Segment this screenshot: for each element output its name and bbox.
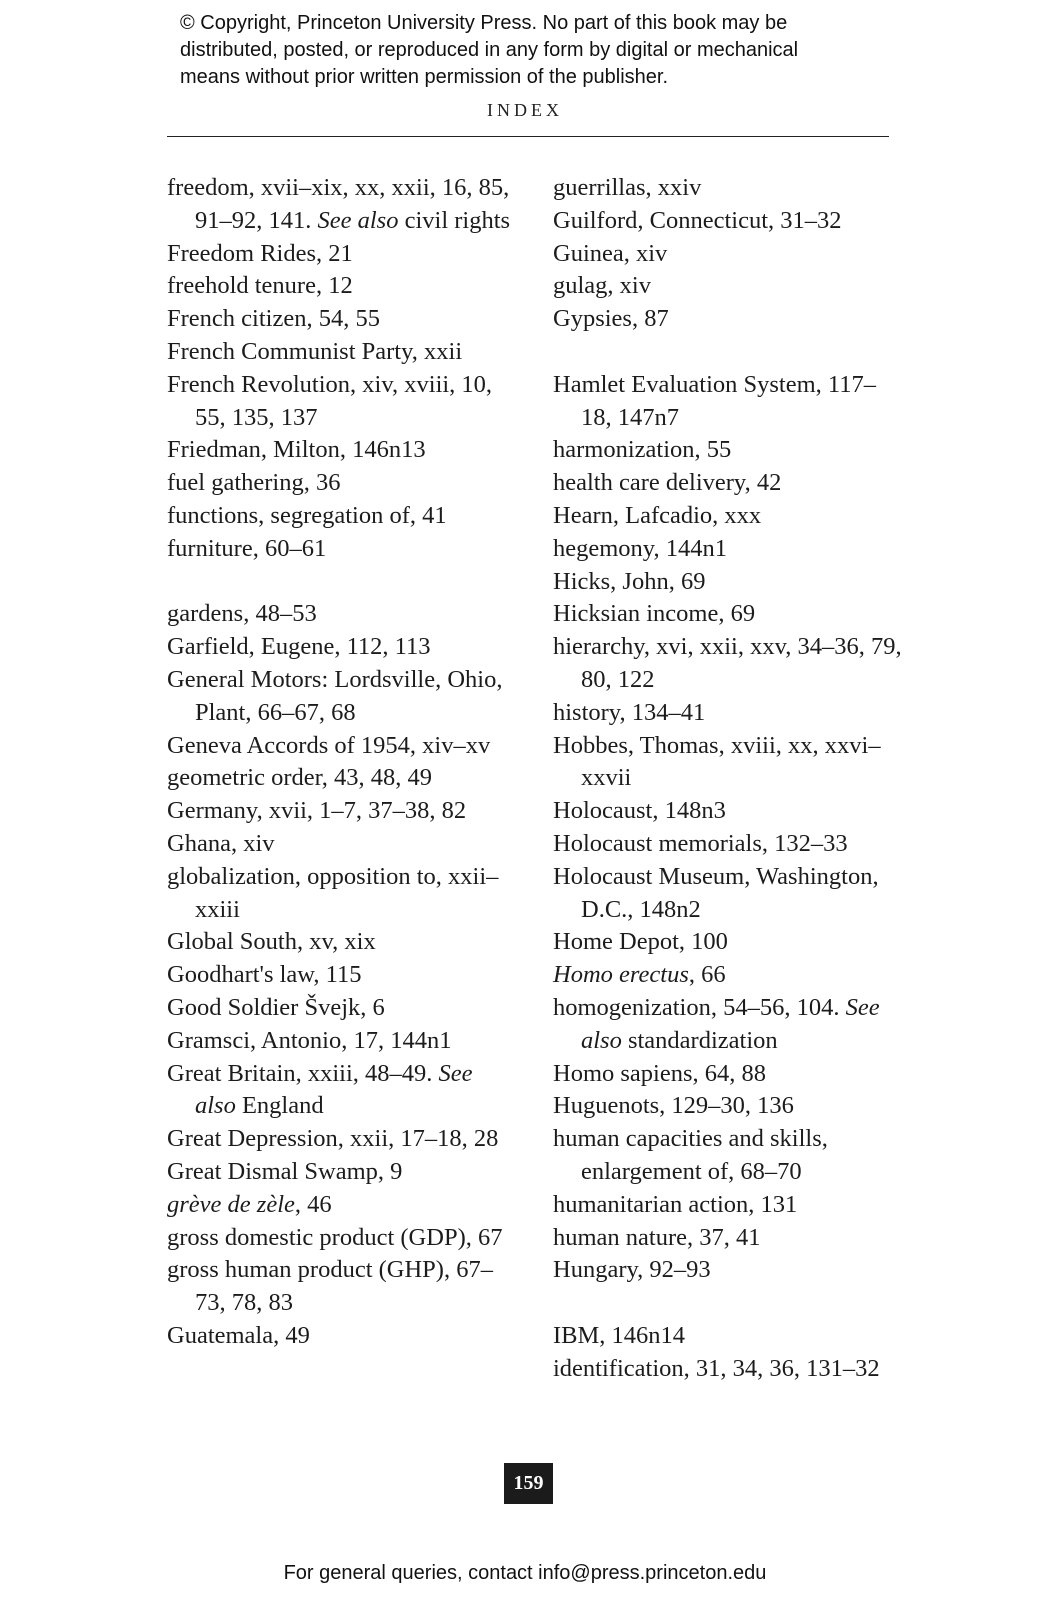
entry-text: Garfield, Eugene, 112, 113: [167, 633, 431, 661]
index-entry: [167, 959, 517, 992]
index-entry: [167, 434, 517, 467]
index-entry: [167, 467, 517, 500]
index-entry: [553, 1189, 903, 1222]
entry-text: Huguenots, 129–30, 136: [553, 1092, 794, 1120]
index-entry: [167, 762, 517, 795]
entry-text: health care delivery, 42: [553, 469, 782, 497]
entry-text: French Communist Party, xxii: [167, 337, 463, 365]
index-entry: [553, 533, 903, 566]
index-entry: [553, 1353, 903, 1386]
entry-text: Hamlet Evaluation System, 117–18, 147n7: [553, 370, 876, 431]
index-entry: [167, 795, 517, 828]
entry-text: gross domestic product (GDP), 67: [167, 1223, 503, 1251]
entry-italic: grève de zèle: [167, 1190, 295, 1218]
entry-italic: See also: [317, 206, 399, 234]
index-entry: [167, 1123, 517, 1156]
entry-text: Great Depression, xxii, 17–18, 28: [167, 1125, 499, 1153]
index-entry: [553, 1090, 903, 1123]
entry-text: human nature, 37, 41: [553, 1223, 761, 1251]
entry-text: fuel gathering, 36: [167, 469, 341, 497]
entry-text: Homo sapiens, 64, 88: [553, 1059, 766, 1087]
entry-text: Freedom Rides, 21: [167, 239, 353, 267]
entry-text: humanitarian action, 131: [553, 1190, 798, 1218]
index-entry: [167, 533, 517, 566]
copyright-line: © Copyright, Princeton University Press. No part of this book may be: [180, 12, 788, 34]
entry-italic: See also: [195, 1059, 473, 1120]
entry-text: freedom, xvii–xix, xx, xxii, 16, 85, 91–92, 141.: [167, 174, 510, 234]
index-entry: [553, 1123, 903, 1189]
section-gap: [553, 336, 903, 369]
index-entry: [553, 959, 903, 992]
running-head: INDEX: [487, 100, 563, 120]
index-entry: [167, 500, 517, 533]
entry-text: Hicks, John, 69: [553, 567, 706, 595]
index-entry: [167, 926, 517, 959]
entry-text: Hearn, Lafcadio, xxx: [553, 501, 762, 529]
index-entry: [167, 631, 517, 664]
index-entry: [167, 1254, 517, 1320]
entry-text: human capacities and skills, enlargement of, 68–70: [553, 1125, 828, 1185]
entry-text: Gramsci, Antonio, 17, 144n1: [167, 1026, 452, 1054]
entry-text: furniture, 60–61: [167, 534, 327, 562]
entry-text: gardens, 48–53: [167, 600, 317, 628]
index-entry: [167, 828, 517, 861]
entry-text: freehold tenure, 12: [167, 272, 353, 300]
index-entry: [167, 1189, 517, 1222]
entry-text: identification, 31, 34, 36, 131–32: [553, 1354, 880, 1382]
index-entry: [167, 270, 517, 303]
index-entry: [553, 172, 903, 205]
index-entry: [553, 434, 903, 467]
index-column-left: [167, 172, 517, 1353]
index-entry: [553, 598, 903, 631]
index-entry: [167, 1025, 517, 1058]
entry-text: Friedman, Milton, 146n13: [167, 436, 426, 464]
entry-text: Holocaust, 148n3: [553, 797, 726, 825]
entry-italic: Homo erectus: [553, 961, 689, 989]
entry-text: Good Soldier Švejk, 6: [167, 993, 385, 1021]
entry-text: harmonization, 55: [553, 436, 732, 464]
index-entry: [167, 1058, 517, 1124]
entry-text: Hicksian income, 69: [553, 600, 756, 628]
entry-text: Great Dismal Swamp, 9: [167, 1157, 403, 1185]
index-entry: [553, 631, 903, 697]
index-entry: [553, 1320, 903, 1353]
index-entry: [553, 500, 903, 533]
index-entry: [553, 1058, 903, 1091]
entry-tail: , 46: [294, 1190, 332, 1218]
entry-text: hierarchy, xvi, xxii, xxv, 34–36, 79, 80, 122: [553, 633, 902, 693]
entry-text: French Revolution, xiv, xviii, 10, 55, 135, 137: [167, 370, 493, 431]
index-entry: [553, 1222, 903, 1255]
entry-text: homogenization, 54–56, 104.: [553, 993, 846, 1021]
index-entry: [167, 992, 517, 1025]
copyright-line: means without prior written permission of the publisher.: [180, 66, 669, 88]
index-entry: [167, 861, 517, 927]
entry-text: gulag, xiv: [553, 272, 651, 300]
entry-text: hegemony, 144n1: [553, 534, 727, 562]
index-entry: [553, 303, 903, 336]
entry-italic: See also: [581, 993, 880, 1054]
entry-text: geometric order, 43, 48, 49: [167, 764, 433, 792]
entry-text: functions, segregation of, 41: [167, 501, 447, 529]
index-entry: [553, 926, 903, 959]
index-entry: [167, 730, 517, 763]
entry-text: gross human product (GHP), 67–73, 78, 83: [167, 1256, 493, 1317]
entry-text: Geneva Accords of 1954, xiv–xv: [167, 731, 491, 759]
page-number: 159: [504, 1463, 553, 1504]
index-entry: [167, 1156, 517, 1189]
entry-tail: civil rights: [398, 206, 511, 234]
entry-text: history, 134–41: [553, 698, 706, 726]
index-entry: [553, 1254, 903, 1287]
header-rule: [167, 136, 889, 137]
index-entry: [167, 369, 517, 435]
entry-text: Great Britain, xxiii, 48–49.: [167, 1059, 439, 1087]
index-entry: [553, 467, 903, 500]
index-entry: [167, 598, 517, 631]
entry-text: Holocaust Museum, Washington, D.C., 148n2: [553, 862, 879, 923]
section-gap: [167, 566, 517, 599]
entry-text: French citizen, 54, 55: [167, 305, 380, 333]
index-entry: [553, 566, 903, 599]
entry-tail: standardization: [621, 1026, 778, 1054]
index-entry: [167, 303, 517, 336]
index-entry: [553, 992, 903, 1058]
index-entry: [167, 336, 517, 369]
entry-text: Home Depot, 100: [553, 928, 728, 956]
index-entry: [553, 730, 903, 796]
index-entry: [553, 205, 903, 238]
index-entry: [167, 1222, 517, 1255]
index-entry: [553, 697, 903, 730]
index-entry: [167, 664, 517, 730]
entry-text: globalization, opposition to, xxii–xxiii: [167, 862, 499, 923]
section-gap: [553, 1287, 903, 1320]
copyright-line: distributed, posted, or reproduced in any form by digital or mechanical: [180, 39, 799, 61]
entry-text: Germany, xvii, 1–7, 37–38, 82: [167, 797, 467, 825]
entry-tail: England: [235, 1092, 324, 1120]
entry-text: guerrillas, xxiv: [553, 174, 702, 201]
index-entry: [553, 795, 903, 828]
entry-text: Gypsies, 87: [553, 305, 669, 333]
footer-contact: For general queries, contact info@press.princeton.edu: [283, 1562, 767, 1584]
entry-text: Hobbes, Thomas, xviii, xx, xxvi–xxvii: [553, 731, 881, 792]
index-entry: [553, 270, 903, 303]
entry-text: Global South, xv, xix: [167, 928, 376, 956]
index-entry: [167, 172, 517, 238]
entry-text: IBM, 146n14: [553, 1321, 686, 1349]
entry-text: Guatemala, 49: [167, 1321, 310, 1349]
entry-text: Goodhart's law, 115: [167, 961, 362, 989]
entry-text: Guinea, xiv: [553, 239, 668, 267]
index-column-right: [553, 172, 903, 1385]
entry-text: Holocaust memorials, 132–33: [553, 829, 848, 857]
index-entry: [167, 1320, 517, 1353]
copyright-notice: [180, 10, 880, 91]
index-entry: [553, 861, 903, 927]
index-entry: [167, 238, 517, 271]
entry-text: Guilford, Connecticut, 31–32: [553, 206, 842, 234]
entry-text: Ghana, xiv: [167, 829, 275, 857]
index-entry: [553, 238, 903, 271]
entry-text: General Motors: Lordsville, Ohio, Plant, 66–67, 68: [167, 665, 503, 726]
index-entry: [553, 828, 903, 861]
entry-tail: , 66: [688, 961, 726, 989]
entry-text: Hungary, 92–93: [553, 1256, 711, 1284]
index-entry: [553, 369, 903, 435]
